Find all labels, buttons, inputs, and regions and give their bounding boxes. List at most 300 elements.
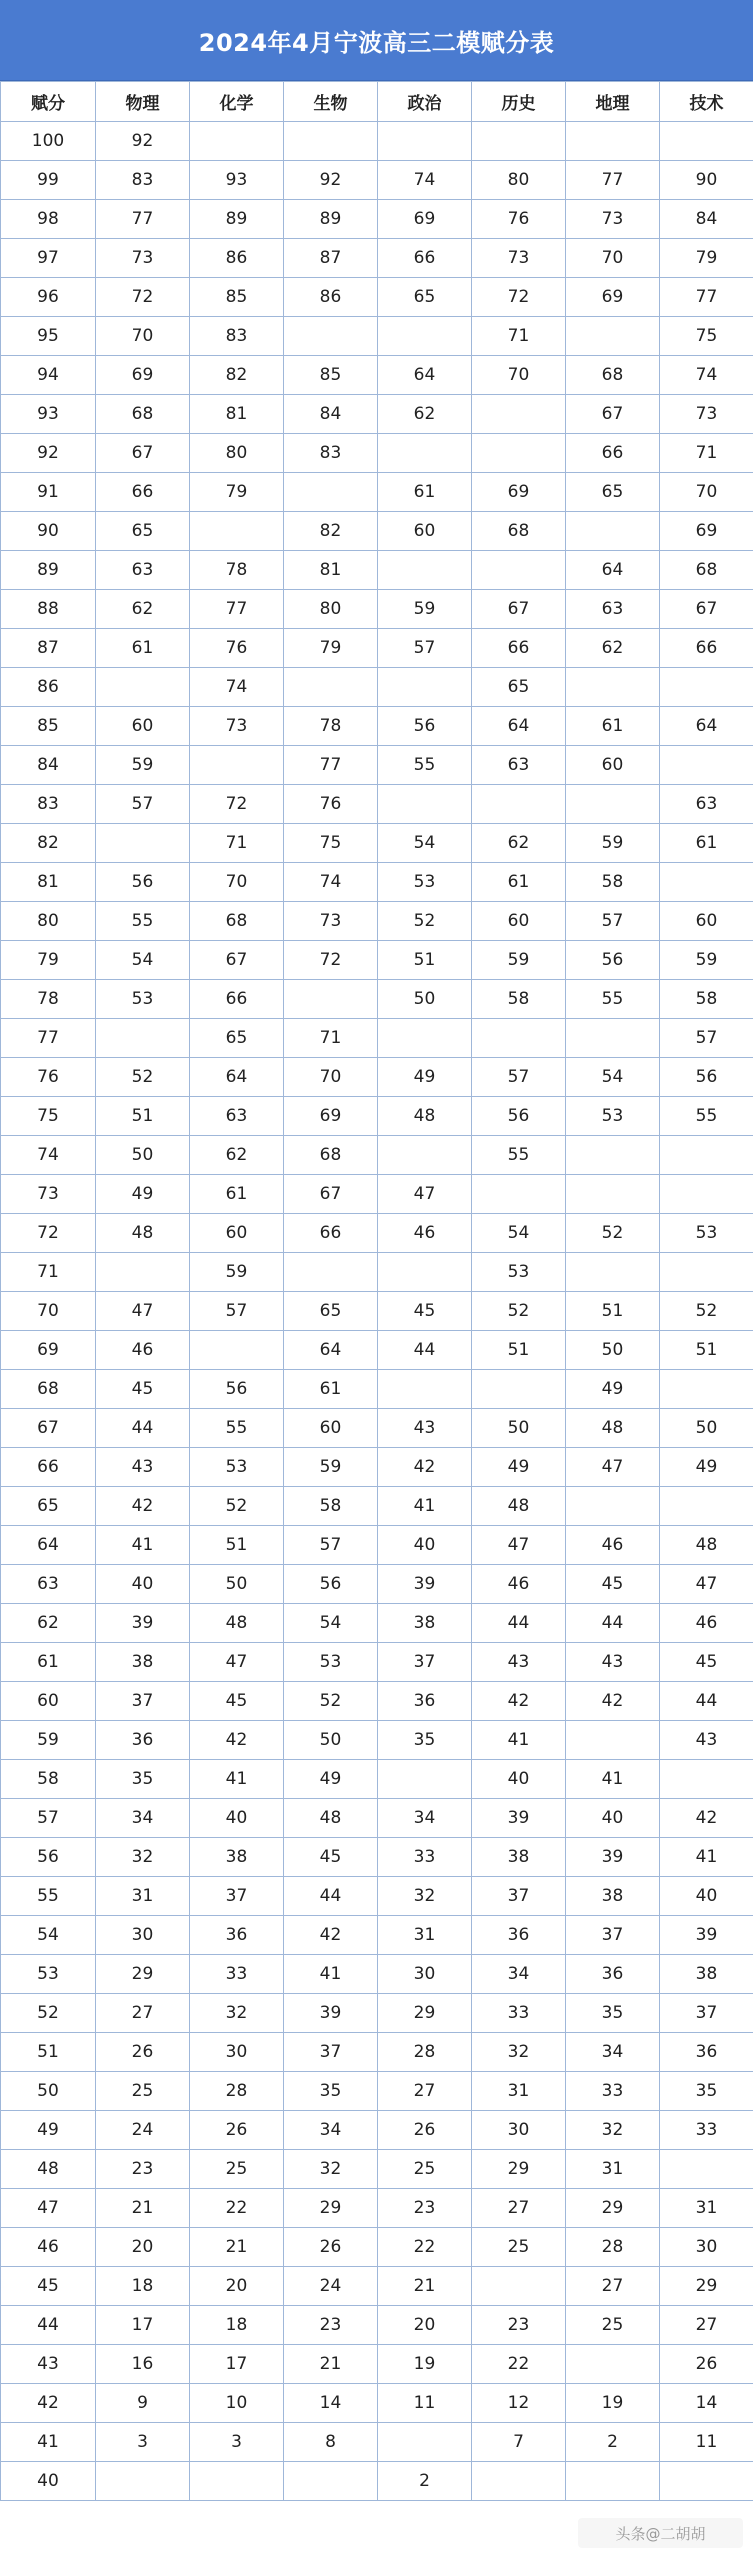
raw-score-cell: 69 [96, 356, 190, 395]
table-row [1, 2189, 753, 2228]
raw-score-cell: 65 [96, 512, 190, 551]
raw-score-cell: 66 [472, 629, 566, 668]
raw-score-cell: 49 [472, 1448, 566, 1487]
raw-score-cell: 45 [96, 1370, 190, 1409]
raw-score-cell: 77 [660, 278, 753, 317]
raw-score-cell: 71 [660, 434, 753, 473]
raw-score-cell: 22 [190, 2189, 284, 2228]
table-row [1, 2072, 753, 2111]
raw-score-cell: 64 [566, 551, 660, 590]
raw-score-cell: 32 [96, 1838, 190, 1877]
table-row [1, 1565, 753, 1604]
table-row [1, 2462, 753, 2501]
raw-score-cell: 48 [378, 1097, 472, 1136]
table-row [1, 902, 753, 941]
raw-score-cell: 38 [96, 1643, 190, 1682]
raw-score-cell: 61 [96, 629, 190, 668]
table-row [1, 356, 753, 395]
score-cell: 75 [1, 1097, 96, 1136]
raw-score-cell: 54 [96, 941, 190, 980]
score-cell: 70 [1, 1292, 96, 1331]
raw-score-cell: 78 [190, 551, 284, 590]
score-cell: 93 [1, 395, 96, 434]
raw-score-cell [378, 1253, 472, 1292]
raw-score-cell: 62 [190, 1136, 284, 1175]
raw-score-cell: 50 [378, 980, 472, 1019]
column-header: 化学 [190, 82, 284, 122]
raw-score-cell: 53 [378, 863, 472, 902]
raw-score-cell: 71 [190, 824, 284, 863]
raw-score-cell: 30 [190, 2033, 284, 2072]
raw-score-cell: 34 [284, 2111, 378, 2150]
raw-score-cell: 17 [190, 2345, 284, 2384]
raw-score-cell: 51 [472, 1331, 566, 1370]
raw-score-cell: 50 [190, 1565, 284, 1604]
table-row [1, 551, 753, 590]
raw-score-cell: 55 [190, 1409, 284, 1448]
raw-score-cell: 45 [660, 1643, 753, 1682]
raw-score-cell: 67 [660, 590, 753, 629]
table-row [1, 1019, 753, 1058]
raw-score-cell: 59 [378, 590, 472, 629]
raw-score-cell: 41 [660, 1838, 753, 1877]
raw-score-cell: 37 [190, 1877, 284, 1916]
raw-score-cell: 53 [566, 1097, 660, 1136]
raw-score-cell [660, 1487, 753, 1526]
table-row [1, 2111, 753, 2150]
raw-score-cell: 34 [566, 2033, 660, 2072]
raw-score-cell: 46 [566, 1526, 660, 1565]
score-cell: 78 [1, 980, 96, 1019]
table-row [1, 1058, 753, 1097]
raw-score-cell: 14 [660, 2384, 753, 2423]
raw-score-cell: 38 [472, 1838, 566, 1877]
raw-score-cell: 45 [190, 1682, 284, 1721]
score-cell: 84 [1, 746, 96, 785]
raw-score-cell: 72 [472, 278, 566, 317]
table-row [1, 1214, 753, 1253]
raw-score-cell: 39 [660, 1916, 753, 1955]
raw-score-cell [378, 2423, 472, 2462]
raw-score-cell [566, 1253, 660, 1292]
table-row [1, 395, 753, 434]
raw-score-cell [472, 2462, 566, 2501]
table-row [1, 590, 753, 629]
score-cell: 91 [1, 473, 96, 512]
watermark: 头条@二胡胡 [578, 2518, 743, 2548]
raw-score-cell: 38 [378, 1604, 472, 1643]
raw-score-cell: 57 [660, 1019, 753, 1058]
raw-score-cell: 66 [96, 473, 190, 512]
raw-score-cell: 40 [378, 1526, 472, 1565]
table-row [1, 434, 753, 473]
raw-score-cell: 51 [190, 1526, 284, 1565]
raw-score-cell: 18 [96, 2267, 190, 2306]
raw-score-cell: 43 [472, 1643, 566, 1682]
raw-score-cell: 55 [472, 1136, 566, 1175]
table-row [1, 863, 753, 902]
raw-score-cell: 57 [472, 1058, 566, 1097]
raw-score-cell: 55 [96, 902, 190, 941]
raw-score-cell: 63 [566, 590, 660, 629]
raw-score-cell: 57 [96, 785, 190, 824]
raw-score-cell: 84 [284, 395, 378, 434]
raw-score-cell: 33 [566, 2072, 660, 2111]
raw-score-cell: 41 [472, 1721, 566, 1760]
raw-score-cell: 50 [566, 1331, 660, 1370]
raw-score-cell: 39 [284, 1994, 378, 2033]
raw-score-cell [96, 824, 190, 863]
raw-score-cell [566, 317, 660, 356]
score-cell: 49 [1, 2111, 96, 2150]
raw-score-cell: 93 [190, 161, 284, 200]
raw-score-cell: 61 [378, 473, 472, 512]
raw-score-cell: 81 [284, 551, 378, 590]
table-row [1, 1370, 753, 1409]
raw-score-cell: 57 [566, 902, 660, 941]
table-row [1, 2345, 753, 2384]
raw-score-cell: 57 [284, 1526, 378, 1565]
raw-score-cell: 31 [378, 1916, 472, 1955]
raw-score-cell [284, 473, 378, 512]
raw-score-cell: 20 [378, 2306, 472, 2345]
raw-score-cell [660, 1136, 753, 1175]
raw-score-cell: 74 [190, 668, 284, 707]
raw-score-cell: 52 [472, 1292, 566, 1331]
raw-score-cell [660, 2462, 753, 2501]
score-cell: 76 [1, 1058, 96, 1097]
table-row [1, 122, 753, 161]
raw-score-cell: 32 [378, 1877, 472, 1916]
raw-score-cell [660, 1760, 753, 1799]
raw-score-cell: 33 [660, 2111, 753, 2150]
raw-score-cell: 30 [96, 1916, 190, 1955]
raw-score-cell: 41 [378, 1487, 472, 1526]
raw-score-cell: 41 [566, 1760, 660, 1799]
table-row [1, 629, 753, 668]
raw-score-cell: 77 [96, 200, 190, 239]
score-cell: 41 [1, 2423, 96, 2462]
raw-score-cell: 47 [190, 1643, 284, 1682]
raw-score-cell [472, 551, 566, 590]
raw-score-cell: 54 [284, 1604, 378, 1643]
raw-score-cell: 47 [472, 1526, 566, 1565]
raw-score-cell: 14 [284, 2384, 378, 2423]
raw-score-cell [284, 1253, 378, 1292]
raw-score-cell: 25 [566, 2306, 660, 2345]
raw-score-cell: 68 [660, 551, 753, 590]
table-row [1, 941, 753, 980]
raw-score-cell: 30 [660, 2228, 753, 2267]
raw-score-cell: 73 [96, 239, 190, 278]
raw-score-cell: 86 [284, 278, 378, 317]
raw-score-cell: 58 [472, 980, 566, 1019]
score-cell: 72 [1, 1214, 96, 1253]
table-row [1, 1916, 753, 1955]
raw-score-cell: 66 [284, 1214, 378, 1253]
table-row [1, 2306, 753, 2345]
raw-score-cell: 38 [190, 1838, 284, 1877]
raw-score-cell: 74 [378, 161, 472, 200]
table-row [1, 1331, 753, 1370]
raw-score-cell [190, 746, 284, 785]
raw-score-cell: 76 [190, 629, 284, 668]
raw-score-cell [378, 1370, 472, 1409]
raw-score-cell: 27 [566, 2267, 660, 2306]
raw-score-cell: 16 [96, 2345, 190, 2384]
raw-score-cell: 47 [566, 1448, 660, 1487]
score-cell: 89 [1, 551, 96, 590]
score-cell: 80 [1, 902, 96, 941]
raw-score-cell [96, 668, 190, 707]
raw-score-cell: 48 [472, 1487, 566, 1526]
raw-score-cell [378, 668, 472, 707]
raw-score-cell: 56 [660, 1058, 753, 1097]
raw-score-cell [472, 785, 566, 824]
raw-score-cell: 68 [472, 512, 566, 551]
score-cell: 83 [1, 785, 96, 824]
raw-score-cell: 62 [472, 824, 566, 863]
raw-score-cell: 64 [190, 1058, 284, 1097]
raw-score-cell: 21 [378, 2267, 472, 2306]
raw-score-cell: 65 [472, 668, 566, 707]
raw-score-cell: 65 [284, 1292, 378, 1331]
raw-score-cell: 2 [378, 2462, 472, 2501]
raw-score-cell: 11 [378, 2384, 472, 2423]
raw-score-cell [378, 1019, 472, 1058]
raw-score-cell: 74 [284, 863, 378, 902]
score-cell: 61 [1, 1643, 96, 1682]
raw-score-cell: 59 [566, 824, 660, 863]
score-cell: 85 [1, 707, 96, 746]
raw-score-cell: 68 [96, 395, 190, 434]
raw-score-cell: 69 [378, 200, 472, 239]
raw-score-cell: 25 [190, 2150, 284, 2189]
raw-score-cell: 35 [378, 1721, 472, 1760]
raw-score-cell: 69 [472, 473, 566, 512]
raw-score-cell: 70 [472, 356, 566, 395]
raw-score-cell: 28 [566, 2228, 660, 2267]
raw-score-cell: 38 [566, 1877, 660, 1916]
raw-score-cell: 29 [96, 1955, 190, 1994]
table-row [1, 1799, 753, 1838]
raw-score-cell: 51 [660, 1331, 753, 1370]
raw-score-cell: 69 [284, 1097, 378, 1136]
table-row [1, 1526, 753, 1565]
raw-score-cell: 81 [190, 395, 284, 434]
raw-score-cell: 37 [378, 1643, 472, 1682]
raw-score-cell: 46 [96, 1331, 190, 1370]
raw-score-cell: 46 [472, 1565, 566, 1604]
raw-score-cell: 63 [190, 1097, 284, 1136]
raw-score-cell: 40 [660, 1877, 753, 1916]
raw-score-cell: 79 [660, 239, 753, 278]
raw-score-cell: 56 [96, 863, 190, 902]
table-row [1, 512, 753, 551]
raw-score-cell: 37 [660, 1994, 753, 2033]
raw-score-cell: 49 [284, 1760, 378, 1799]
table-row [1, 317, 753, 356]
table-row [1, 1136, 753, 1175]
raw-score-cell: 28 [378, 2033, 472, 2072]
score-cell: 46 [1, 2228, 96, 2267]
raw-score-cell: 70 [284, 1058, 378, 1097]
raw-score-cell: 70 [190, 863, 284, 902]
raw-score-cell: 53 [190, 1448, 284, 1487]
raw-score-cell: 35 [284, 2072, 378, 2111]
raw-score-cell: 77 [284, 746, 378, 785]
raw-score-cell: 7 [472, 2423, 566, 2462]
column-header: 历史 [472, 82, 566, 122]
table-row [1, 278, 753, 317]
raw-score-cell: 44 [284, 1877, 378, 1916]
raw-score-cell: 63 [472, 746, 566, 785]
score-cell: 53 [1, 1955, 96, 1994]
raw-score-cell: 21 [96, 2189, 190, 2228]
score-cell: 82 [1, 824, 96, 863]
raw-score-cell: 33 [190, 1955, 284, 1994]
raw-score-cell: 43 [566, 1643, 660, 1682]
raw-score-cell: 23 [284, 2306, 378, 2345]
raw-score-cell: 80 [284, 590, 378, 629]
raw-score-cell: 56 [472, 1097, 566, 1136]
score-table [0, 81, 753, 2501]
score-cell: 96 [1, 278, 96, 317]
score-cell: 99 [1, 161, 96, 200]
raw-score-cell: 53 [472, 1253, 566, 1292]
raw-score-cell: 60 [190, 1214, 284, 1253]
raw-score-cell: 45 [566, 1565, 660, 1604]
raw-score-cell: 72 [190, 785, 284, 824]
raw-score-cell: 27 [378, 2072, 472, 2111]
raw-score-cell: 42 [660, 1799, 753, 1838]
raw-score-cell: 36 [566, 1955, 660, 1994]
raw-score-cell: 37 [472, 1877, 566, 1916]
raw-score-cell: 83 [96, 161, 190, 200]
raw-score-cell: 59 [96, 746, 190, 785]
raw-score-cell: 3 [96, 2423, 190, 2462]
raw-score-cell: 27 [660, 2306, 753, 2345]
raw-score-cell: 64 [284, 1331, 378, 1370]
raw-score-cell: 86 [190, 239, 284, 278]
raw-score-cell: 64 [660, 707, 753, 746]
raw-score-cell: 73 [190, 707, 284, 746]
score-cell: 47 [1, 2189, 96, 2228]
table-row [1, 2150, 753, 2189]
raw-score-cell: 29 [566, 2189, 660, 2228]
raw-score-cell: 35 [566, 1994, 660, 2033]
raw-score-cell: 37 [284, 2033, 378, 2072]
raw-score-cell: 22 [472, 2345, 566, 2384]
raw-score-cell: 60 [566, 746, 660, 785]
raw-score-cell [472, 122, 566, 161]
raw-score-cell [660, 863, 753, 902]
raw-score-cell [472, 2267, 566, 2306]
score-cell: 58 [1, 1760, 96, 1799]
table-row [1, 1760, 753, 1799]
table-row [1, 2033, 753, 2072]
raw-score-cell: 61 [190, 1175, 284, 1214]
raw-score-cell: 62 [378, 395, 472, 434]
raw-score-cell: 62 [96, 590, 190, 629]
table-row [1, 668, 753, 707]
column-header: 赋分 [1, 82, 96, 122]
raw-score-cell: 75 [284, 824, 378, 863]
raw-score-cell: 50 [660, 1409, 753, 1448]
raw-score-cell: 67 [96, 434, 190, 473]
score-cell: 63 [1, 1565, 96, 1604]
table-row [1, 239, 753, 278]
raw-score-cell [472, 434, 566, 473]
raw-score-cell: 17 [96, 2306, 190, 2345]
raw-score-cell: 59 [284, 1448, 378, 1487]
raw-score-cell: 42 [284, 1916, 378, 1955]
raw-score-cell [378, 551, 472, 590]
raw-score-cell: 61 [566, 707, 660, 746]
raw-score-cell: 92 [284, 161, 378, 200]
raw-score-cell [566, 1487, 660, 1526]
raw-score-cell: 68 [284, 1136, 378, 1175]
raw-score-cell: 53 [284, 1643, 378, 1682]
raw-score-cell: 28 [190, 2072, 284, 2111]
raw-score-cell: 35 [96, 1760, 190, 1799]
raw-score-cell: 23 [96, 2150, 190, 2189]
raw-score-cell: 71 [472, 317, 566, 356]
table-row [1, 1955, 753, 1994]
raw-score-cell [566, 668, 660, 707]
raw-score-cell: 43 [96, 1448, 190, 1487]
raw-score-cell: 18 [190, 2306, 284, 2345]
raw-score-cell [284, 668, 378, 707]
raw-score-cell: 52 [378, 902, 472, 941]
score-cell: 59 [1, 1721, 96, 1760]
score-cell: 98 [1, 200, 96, 239]
raw-score-cell [566, 122, 660, 161]
raw-score-cell: 63 [96, 551, 190, 590]
raw-score-cell: 87 [284, 239, 378, 278]
raw-score-cell: 45 [378, 1292, 472, 1331]
raw-score-cell: 38 [660, 1955, 753, 1994]
raw-score-cell: 72 [284, 941, 378, 980]
table-row [1, 746, 753, 785]
raw-score-cell [96, 1253, 190, 1292]
raw-score-cell: 30 [378, 1955, 472, 1994]
raw-score-cell: 77 [190, 590, 284, 629]
score-cell: 95 [1, 317, 96, 356]
raw-score-cell: 32 [566, 2111, 660, 2150]
raw-score-cell [566, 1721, 660, 1760]
raw-score-cell: 50 [96, 1136, 190, 1175]
raw-score-cell: 57 [378, 629, 472, 668]
raw-score-cell: 60 [660, 902, 753, 941]
score-cell: 69 [1, 1331, 96, 1370]
score-cell: 71 [1, 1253, 96, 1292]
raw-score-cell [660, 1370, 753, 1409]
table-row [1, 707, 753, 746]
score-cell: 90 [1, 512, 96, 551]
raw-score-cell: 24 [96, 2111, 190, 2150]
raw-score-cell: 44 [566, 1604, 660, 1643]
raw-score-cell: 54 [472, 1214, 566, 1253]
raw-score-cell: 48 [96, 1214, 190, 1253]
raw-score-cell: 53 [660, 1214, 753, 1253]
raw-score-cell: 36 [190, 1916, 284, 1955]
raw-score-cell: 20 [190, 2267, 284, 2306]
table-row [1, 1682, 753, 1721]
raw-score-cell [284, 980, 378, 1019]
score-cell: 51 [1, 2033, 96, 2072]
raw-score-cell: 39 [378, 1565, 472, 1604]
